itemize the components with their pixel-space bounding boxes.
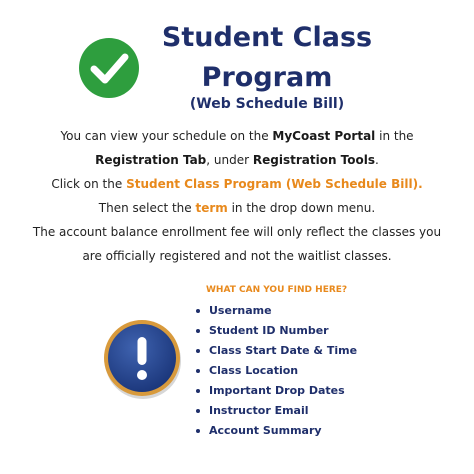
list-item-label: Instructor Email — [209, 404, 309, 417]
page-subtitle: (Web Schedule Bill) — [189, 96, 345, 112]
find-items-list — [196, 304, 357, 444]
page-title-line2: Program — [201, 62, 333, 93]
list-item — [196, 424, 357, 444]
bullet-dot — [196, 389, 200, 393]
body-line-6: are officially registered and not the waitlist classes. — [82, 249, 392, 263]
body-line-1-end: in the — [375, 129, 414, 143]
find-section-heading: WHAT CAN YOU FIND HERE? — [206, 285, 348, 295]
body-line-1-text: You can view your schedule on the — [60, 129, 273, 143]
body-line-4-end: in the drop down menu. — [227, 201, 376, 215]
body-line-2-end: . — [375, 153, 379, 167]
body-line-3 — [0, 178, 474, 190]
body-line-2 — [0, 154, 474, 166]
list-item — [196, 384, 357, 404]
list-item — [196, 304, 357, 324]
list-item-label: Class Start Date & Time — [209, 344, 358, 357]
green-check-circle-icon — [78, 37, 140, 99]
student-class-program-text: Student Class Program (Web Schedule Bill). — [126, 177, 423, 191]
bullet-dot — [196, 349, 200, 353]
exclamation-circle-icon — [102, 318, 184, 400]
list-item-label: Student ID Number — [209, 324, 329, 337]
list-item-label: Account Summary — [209, 424, 322, 437]
body-line-1 — [0, 130, 474, 142]
bullet-dot — [196, 309, 200, 313]
registration-tools-text: Registration Tools — [252, 153, 376, 167]
body-line-4 — [0, 202, 474, 214]
body-line-2-mid: , under — [206, 153, 253, 167]
body-line-5: The account balance enrollment fee will only reflect the classes you — [32, 225, 442, 239]
registration-tab-text: Registration Tab — [95, 153, 207, 167]
list-item-label: Class Location — [209, 364, 299, 377]
list-item-label: Username — [209, 304, 272, 317]
list-item — [196, 404, 357, 424]
bullet-dot — [196, 369, 200, 373]
page-title-line1: Student Class — [161, 22, 373, 53]
body-line-4-text: Then select the — [98, 201, 196, 215]
body-line-3-text: Click on the — [51, 177, 127, 191]
mycoast-portal-text: MyCoast Portal — [272, 129, 376, 143]
list-item — [196, 364, 357, 384]
term-text: term — [195, 201, 228, 215]
list-item — [196, 344, 357, 364]
list-item-label: Important Drop Dates — [209, 384, 345, 397]
bullet-dot — [196, 409, 200, 413]
bullet-dot — [196, 329, 200, 333]
bullet-dot — [196, 429, 200, 433]
list-item — [196, 324, 357, 344]
